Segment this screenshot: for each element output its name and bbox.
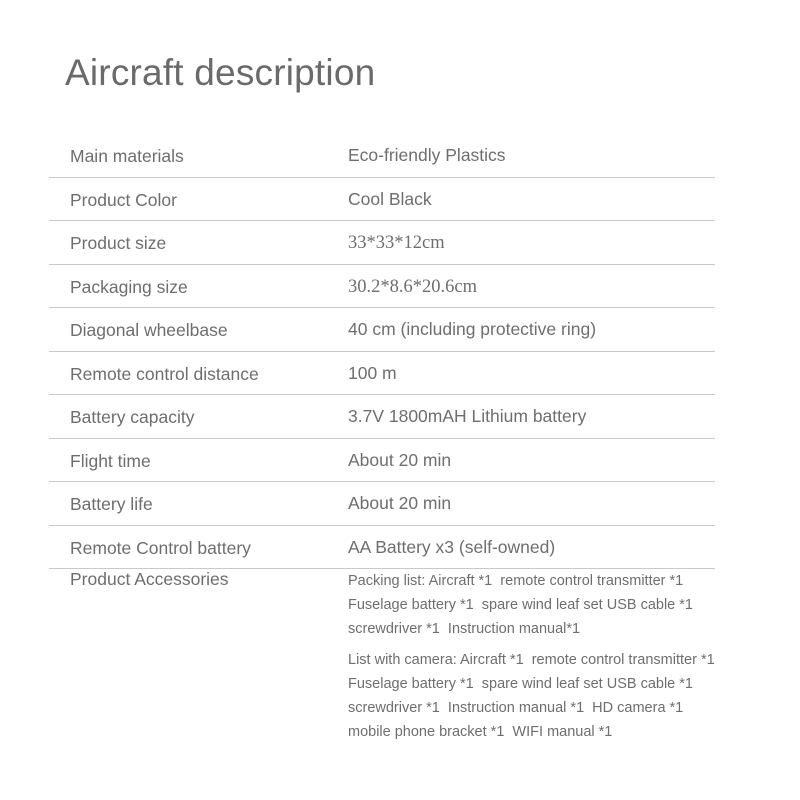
spec-value: 3.7V 1800mAH Lithium battery — [348, 406, 587, 426]
spec-label: Battery life — [70, 494, 153, 514]
accessories-label: Product Accessories — [70, 569, 229, 589]
spec-label: Main materials — [70, 146, 184, 166]
spec-label: Remote control distance — [70, 363, 259, 384]
spec-row-remote-control-distance — [49, 352, 715, 396]
spec-label: Battery capacity — [70, 407, 195, 427]
packing-list — [348, 569, 693, 641]
spec-value: 40 cm (including protective ring) — [348, 319, 597, 339]
spec-value: 30.2*8.6*20.6cm — [348, 276, 477, 297]
spec-label: Product size — [70, 233, 167, 253]
spec-row-flight-time — [49, 439, 715, 483]
camera-list-line: Fuselage battery *1 spare wind leaf set USB cable *1 — [348, 676, 693, 692]
spec-row-diagonal-wheelbase — [49, 308, 715, 352]
camera-list-line: mobile phone bracket *1 WIFI manual *1 — [348, 724, 613, 740]
spec-row-battery-capacity — [49, 395, 715, 439]
camera-list — [348, 648, 715, 744]
spec-value: Eco-friendly Plastics — [348, 145, 506, 165]
packing-list-line: Packing list: Aircraft *1 remote control transmitter *1 — [348, 573, 684, 589]
spec-label: Product Color — [70, 189, 177, 210]
spec-row-packaging-size — [49, 265, 715, 309]
spec-label: Remote Control battery — [70, 537, 251, 558]
spec-row-battery-life — [49, 482, 715, 526]
spec-row-main-materials — [49, 134, 715, 178]
page-title: Aircraft description — [65, 52, 376, 93]
spec-value: 100 m — [348, 362, 397, 383]
spec-label: Diagonal wheelbase — [70, 320, 228, 340]
spec-value: Cool Black — [348, 188, 432, 209]
packing-list-line: screwdriver *1 Instruction manual*1 — [348, 621, 581, 637]
spec-value: 33*33*12cm — [348, 233, 445, 253]
spec-label: Flight time — [70, 450, 151, 471]
spec-value: About 20 min — [348, 449, 452, 470]
packing-list-line: Fuselage battery *1 spare wind leaf set USB cable *1 — [348, 597, 693, 613]
spec-row-product-size — [49, 221, 715, 265]
spec-row-product-color — [49, 178, 715, 222]
camera-list-line: screwdriver *1 Instruction manual *1 HD camera *1 — [348, 700, 684, 716]
camera-list-line: List with camera: Aircraft *1 remote control transmitter *1 — [348, 652, 715, 668]
spec-table — [49, 134, 715, 569]
spec-label: Packaging size — [70, 276, 188, 297]
spec-value: AA Battery x3 (self-owned) — [348, 536, 556, 557]
spec-row-remote-control-battery — [49, 526, 715, 570]
spec-value: About 20 min — [348, 493, 452, 513]
